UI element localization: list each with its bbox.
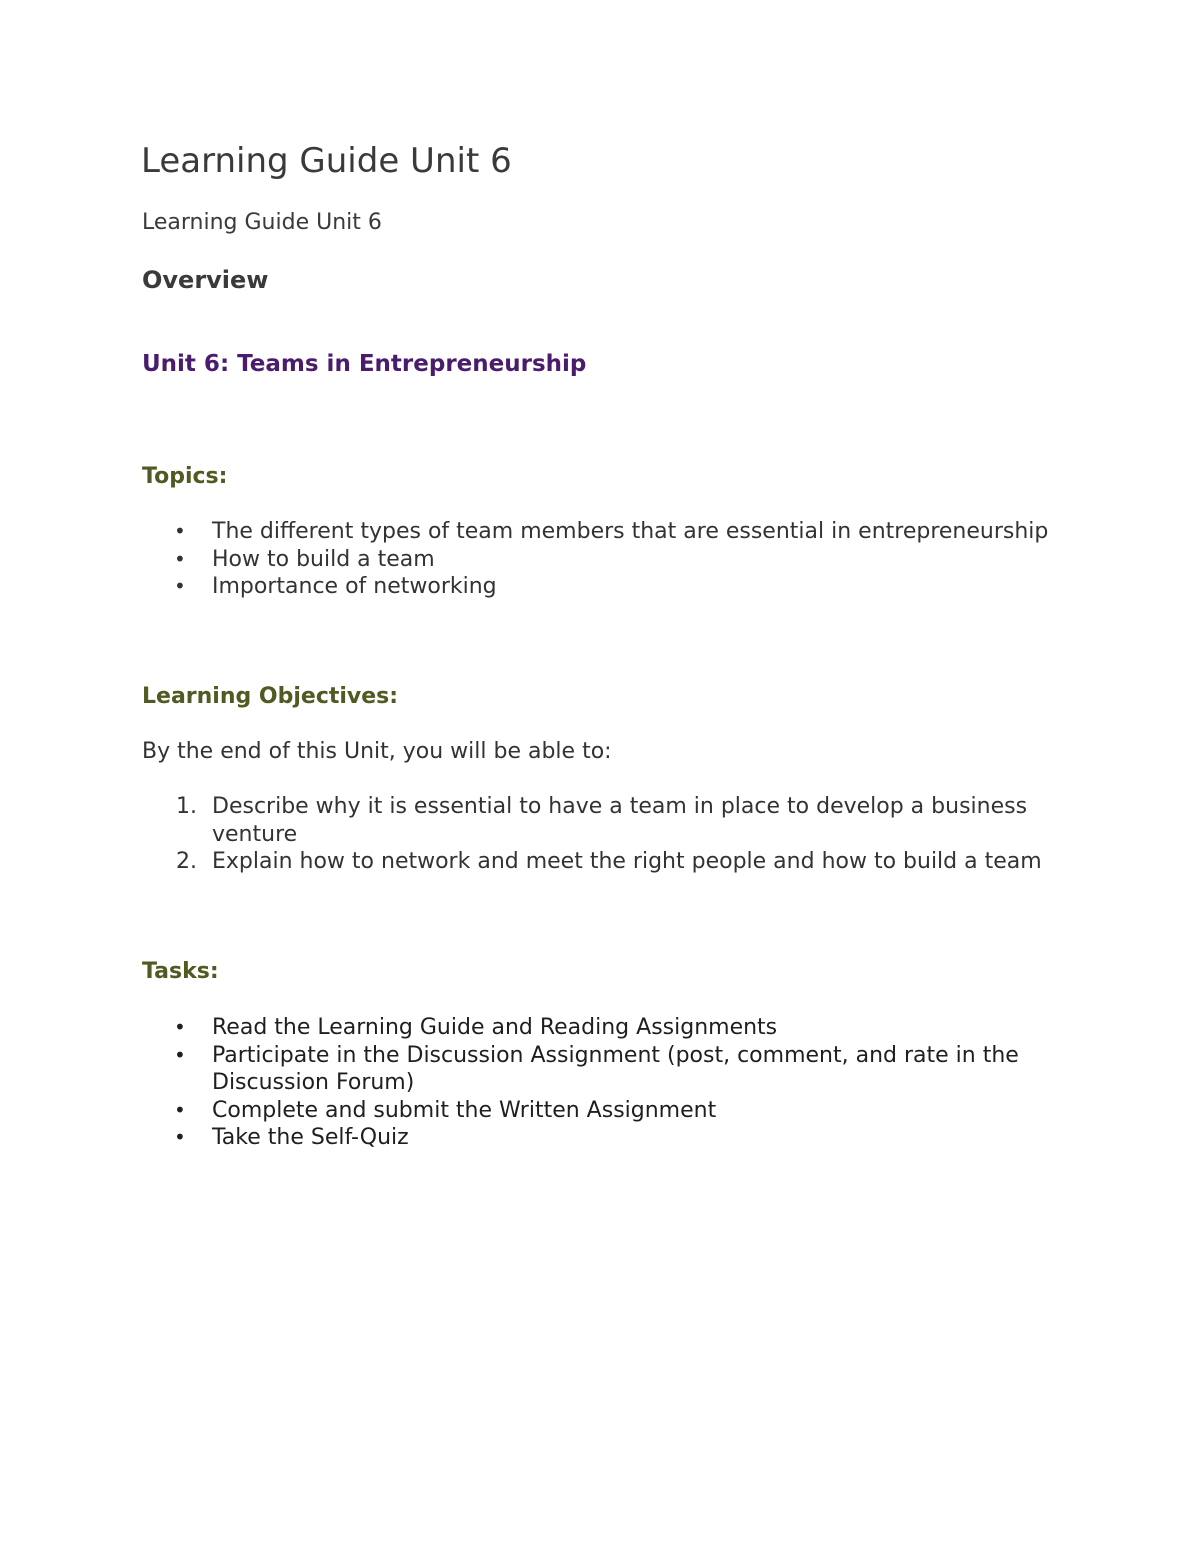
unit-heading: Unit 6: Teams in Entrepreneurship xyxy=(142,351,587,377)
objectives-list xyxy=(176,793,1042,876)
list-item xyxy=(174,1097,1052,1125)
item-number: 1. xyxy=(176,794,197,819)
list-item xyxy=(174,1124,1052,1152)
objectives-intro: By the end of this Unit, you will be able to: xyxy=(142,739,612,764)
tasks-list xyxy=(174,1014,1052,1152)
list-item xyxy=(174,1014,1052,1042)
learning-objectives-heading: Learning Objectives: xyxy=(142,684,399,709)
document-subtitle: Learning Guide Unit 6 xyxy=(142,210,382,235)
item-number: 2. xyxy=(176,849,197,874)
task-text: Read the Learning Guide and Reading Assignments xyxy=(212,1015,778,1040)
bullet-icon: • xyxy=(174,1042,186,1067)
tasks-heading: Tasks: xyxy=(142,959,219,984)
topics-heading: Topics: xyxy=(142,464,228,489)
objective-text: Describe why it is essential to have a team in place to develop a business venture xyxy=(212,794,1028,847)
list-item xyxy=(174,573,1052,601)
topic-text: How to build a team xyxy=(212,546,435,572)
list-item xyxy=(174,546,1052,574)
list-item xyxy=(174,518,1052,546)
task-text: Take the Self-Quiz xyxy=(212,1125,409,1150)
bullet-icon: • xyxy=(174,546,186,571)
bullet-icon: • xyxy=(174,574,186,598)
bullet-icon: • xyxy=(174,1015,186,1039)
topic-text: The different types of team members that are essential in entrepreneurship xyxy=(212,519,1049,544)
topic-text: Importance of networking xyxy=(212,574,497,599)
bullet-icon: • xyxy=(174,519,186,543)
task-text: Complete and submit the Written Assignment xyxy=(212,1097,717,1123)
task-text: Participate in the Discussion Assignment (post, comment, and rate in the Discussion Forum) xyxy=(212,1042,1019,1095)
list-item xyxy=(176,848,1042,876)
list-item xyxy=(174,1042,1052,1097)
objective-text: Explain how to network and meet the right people and how to build a team xyxy=(212,849,1042,874)
bullet-icon: • xyxy=(174,1097,186,1122)
list-item xyxy=(176,793,1042,848)
topics-list xyxy=(174,518,1052,601)
bullet-icon: • xyxy=(174,1125,186,1149)
document-title: Learning Guide Unit 6 xyxy=(141,141,512,181)
overview-heading: Overview xyxy=(142,266,269,294)
